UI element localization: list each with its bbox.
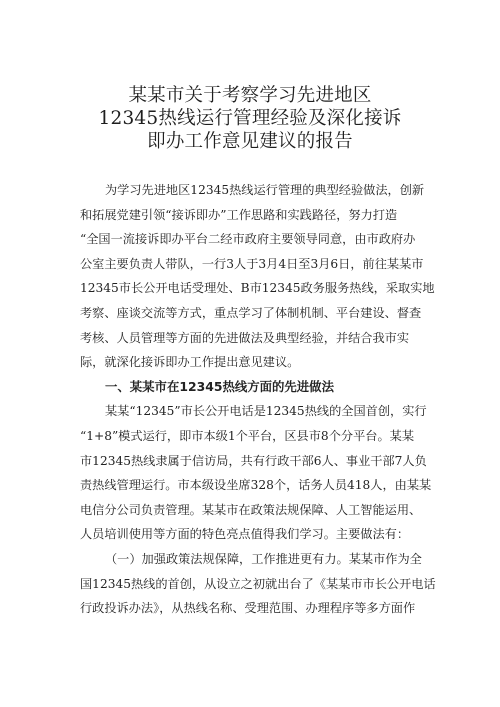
title-line-1: 某某市关于考察学习先进地区: [128, 85, 372, 106]
paragraph-1-line: 考察、座谈交流等方式，重点学习了体制机制、平台建设、督查: [80, 305, 422, 320]
paragraph-2-line: 电信分公司负责管理。某某市在政策法规保障、人工智能运用、: [80, 502, 422, 517]
paragraph-2-line: 某某“12345”市长公开电话是12345热线的全国首创，实行: [105, 404, 427, 419]
paragraph-1-line: 公室主要负责人带队，一行3人于3月4日至3月6日，前往某某市: [80, 256, 424, 271]
paragraph-3-line: （一）加强政策法规保障，工作推进更有力。某某市作为全: [105, 551, 422, 566]
paragraph-3-line: 行政投诉办法》，从热线名称、受理范围、办理程序等多方面作: [80, 601, 416, 616]
paragraph-1-line: 和拓展党建引领“接诉即办”工作思路和实践路径，努力打造: [80, 207, 398, 222]
paragraph-1-line: 际，就深化接诉即办工作提出意见建议。: [80, 355, 300, 370]
document-title: [40, 84, 460, 153]
paragraph-1-line: “全国一流接诉即办平台二经市政府主要领导同意，由市政府办: [80, 232, 416, 247]
title-line-2: 12345热线运行管理经验及深化接诉: [98, 108, 402, 129]
paragraph-2-line: 人员培训使用等方面的特色亮点值得我们学习。主要做法有：: [80, 527, 410, 542]
paragraph-1-line: 考核、人员管理等方面的先进做法及典型经验，并结合我市实: [80, 330, 410, 345]
paragraph-1-line: 12345市长公开电话受理处、B市12345政务服务热线，采取实地: [80, 281, 435, 296]
document-body: [80, 178, 434, 621]
title-line-3: 即办工作意见建议的报告: [147, 131, 353, 152]
paragraph-2-line: “1+8”模式运行，即市本级1个平台，区县市8个分平台。某某: [80, 428, 415, 443]
section-1-heading: 一、某某市在12345热线方面的先进做法: [105, 378, 334, 394]
paragraph-3-line: 国12345热线的首创，从设立之初就出台了《某某市市长公开电话: [80, 576, 436, 591]
paragraph-2-line: 市12345热线隶属于信访局，共有行政干部6人、事业干部7人负: [80, 453, 427, 468]
paragraph-2-line: 责热线管理运行。市本级设坐席328个，话务人员418人，由某某: [80, 478, 432, 493]
paragraph-1-line: 为学习先进地区12345热线运行管理的典型经验做法，创新: [105, 183, 425, 197]
